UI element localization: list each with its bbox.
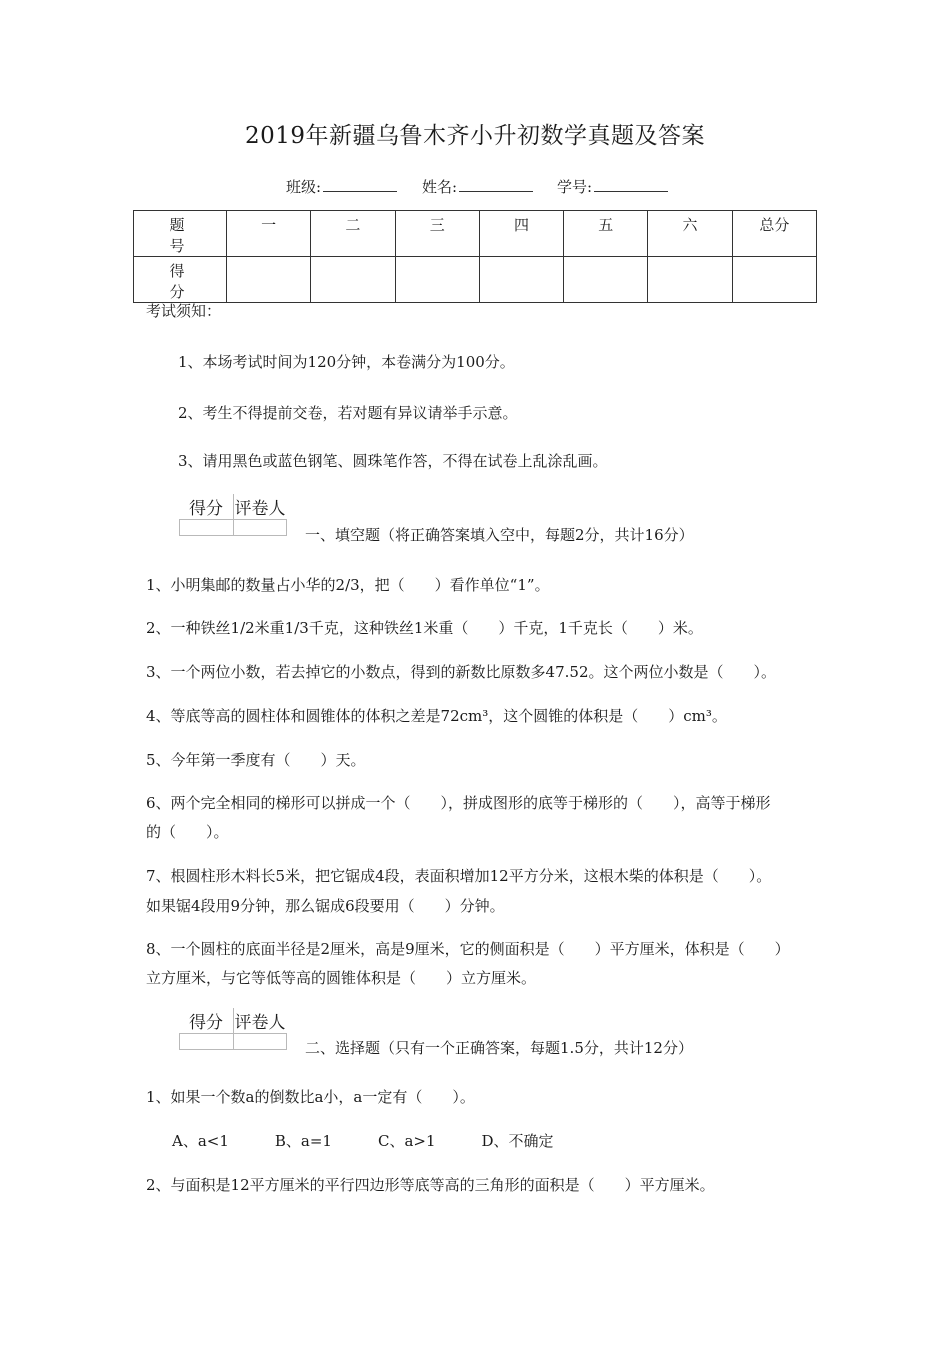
notice-item: 3、请用黑色或蓝色钢笔、圆珠笔作答，不得在试卷上乱涂乱画。 <box>178 452 608 470</box>
score-header-cell: 五 <box>564 211 648 257</box>
notice-heading: 考试须知： <box>146 302 222 320</box>
section2-title: 二、选择题（只有一个正确答案，每题1.5分，共计12分） <box>305 1039 693 1057</box>
question: 1、小明集邮的数量占小华的2/3，把（ ）看作单位“1”。 <box>146 576 550 594</box>
question-continuation: 的（ ）。 <box>146 823 229 841</box>
class-blank[interactable] <box>323 177 397 192</box>
option-list <box>172 1126 600 1156</box>
id-label: 学号: <box>557 178 593 196</box>
option-c[interactable]: C、a>1 <box>377 1132 436 1150</box>
page-title: 2019年新疆乌鲁木齐小升初数学真题及答案 <box>244 123 706 149</box>
grader-score-cell[interactable] <box>180 520 234 536</box>
score-cell[interactable] <box>648 257 732 303</box>
score-row-label: 得 分 <box>134 257 227 303</box>
id-blank[interactable] <box>594 177 668 192</box>
id-field <box>557 176 668 197</box>
question: 5、今年第一季度有（ ）天。 <box>146 751 366 769</box>
grader-reviewer-cell[interactable] <box>233 1034 287 1050</box>
score-cell[interactable] <box>395 257 479 303</box>
score-table <box>133 210 817 303</box>
score-cell[interactable] <box>732 257 816 303</box>
name-label: 姓名: <box>422 178 458 196</box>
score-cell[interactable] <box>227 257 311 303</box>
score-cell[interactable] <box>564 257 648 303</box>
question: 4、等底等高的圆柱体和圆锥体的体积之差是72cm³，这个圆锥的体积是（ ）cm³。 <box>146 707 727 725</box>
question-continuation: 如果锯4段用9分钟，那么锯成6段要用（ ）分钟。 <box>146 897 505 915</box>
question: 7、根圆柱形木料长5米，把它锯成4段，表面积增加12平方分米，这根木柴的体积是（ ）。 <box>146 867 772 885</box>
grader-box-2 <box>179 1008 287 1050</box>
question: 3、一个两位小数，若去掉它的小数点，得到的新数比原数多47.52。这个两位小数是（ ）。 <box>146 663 776 681</box>
section1-title: 一、填空题（将正确答案填入空中，每题2分，共计16分） <box>305 526 694 544</box>
question-continuation: 立方厘米，与它等低等高的圆锥体积是（ ）立方厘米。 <box>146 969 537 987</box>
option-d[interactable]: D、不确定 <box>481 1132 554 1150</box>
notice-item: 1、本场考试时间为120分钟，本卷满分为100分。 <box>178 353 515 371</box>
question: 2、一种铁丝1/2米重1/3千克，这种铁丝1米重（ ）千克，1千克长（ ）米。 <box>146 619 703 637</box>
grader-score-label: 得分 <box>180 494 234 520</box>
class-field <box>286 176 397 197</box>
score-header-cell: 三 <box>395 211 479 257</box>
score-header-cell: 题 号 <box>134 211 227 257</box>
score-cell[interactable] <box>479 257 563 303</box>
score-table-score-row <box>134 257 817 303</box>
grader-score-label: 得分 <box>180 1008 234 1034</box>
grader-reviewer-label: 评卷人 <box>233 1008 287 1034</box>
option-a[interactable]: A、a<1 <box>172 1132 229 1150</box>
name-blank[interactable] <box>459 177 533 192</box>
grader-box-1 <box>179 494 287 536</box>
score-header-cell: 二 <box>311 211 395 257</box>
grader-reviewer-label: 评卷人 <box>233 494 287 520</box>
class-label: 班级: <box>286 178 322 196</box>
notice-item: 2、考生不得提前交卷，若对题有异议请举手示意。 <box>178 404 518 422</box>
name-field <box>422 176 533 197</box>
option-b[interactable]: B、a=1 <box>274 1132 332 1150</box>
grader-reviewer-cell[interactable] <box>233 520 287 536</box>
question: 8、一个圆柱的底面半径是2厘米，高是9厘米，它的侧面积是（ ）平方厘米，体积是（ ） <box>146 940 790 958</box>
question: 1、如果一个数a的倒数比a小，a一定有（ ）。 <box>146 1088 475 1106</box>
score-header-cell: 一 <box>227 211 311 257</box>
score-header-cell: 六 <box>648 211 732 257</box>
score-header-cell: 四 <box>479 211 563 257</box>
grader-score-cell[interactable] <box>180 1034 234 1050</box>
score-cell[interactable] <box>311 257 395 303</box>
score-header-cell: 总分 <box>732 211 816 257</box>
question: 6、两个完全相同的梯形可以拼成一个（ ），拼成图形的底等于梯形的（ ），高等于梯形 <box>146 794 771 812</box>
score-table-header-row <box>134 211 817 257</box>
question: 2、与面积是12平方厘米的平行四边形等底等高的三角形的面积是（ ）平方厘米。 <box>146 1176 715 1194</box>
